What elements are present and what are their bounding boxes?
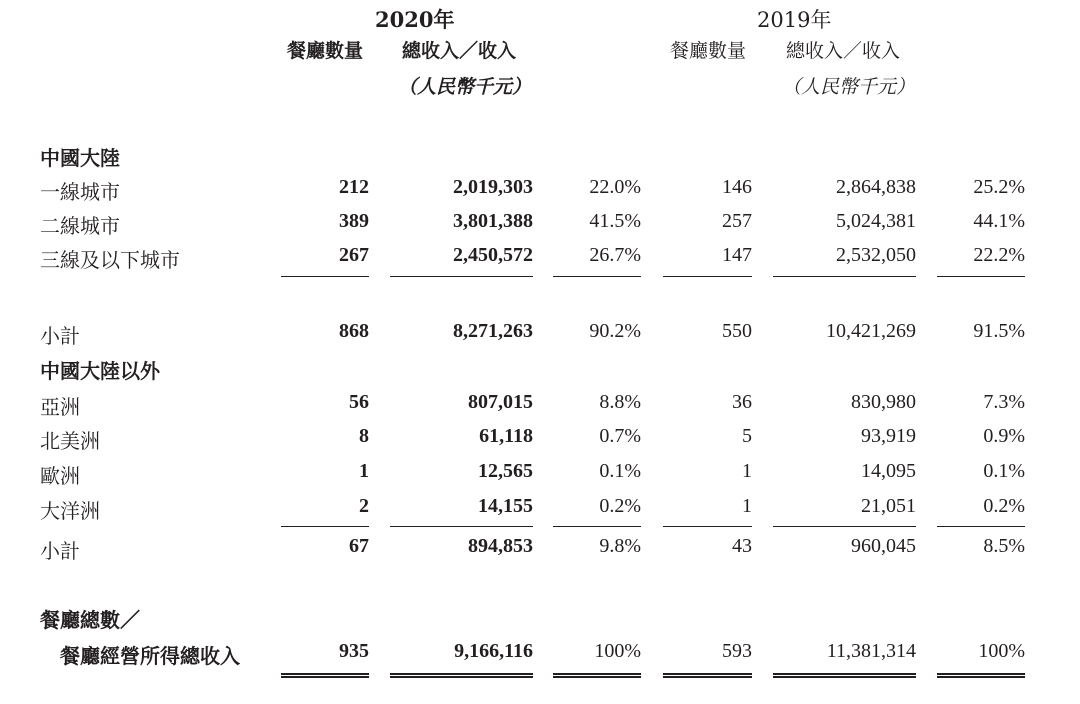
percent-2019: 100% (978, 640, 1025, 662)
row-label: 三線及以下城市 (40, 248, 180, 272)
rule (937, 526, 1025, 527)
rule (663, 526, 752, 527)
percent-2019: 8.5% (983, 535, 1025, 557)
total-label-row (0, 604, 1080, 634)
col-unit-2019: （人民幣千元） (782, 76, 916, 98)
rule (390, 526, 533, 527)
percent-2019: 44.1% (973, 210, 1025, 232)
revenue-2019: 10,421,269 (826, 320, 916, 342)
double-rule (390, 673, 533, 678)
percent-2020: 0.2% (599, 495, 641, 517)
restaurants-2020: 935 (339, 640, 369, 662)
revenue-2019: 11,381,314 (826, 640, 916, 662)
row-label: 小計 (40, 539, 80, 563)
rule (773, 276, 916, 277)
revenue-2020: 2,019,303 (453, 176, 533, 198)
rule (663, 276, 752, 277)
restaurants-2020: 56 (349, 391, 369, 413)
revenue-2020: 9,166,116 (454, 640, 533, 662)
restaurants-2020: 8 (359, 425, 369, 447)
restaurants-2019: 1 (742, 495, 752, 517)
restaurants-2019: 146 (722, 176, 752, 198)
percent-2020: 100% (594, 640, 641, 662)
revenue-2020: 807,015 (468, 391, 533, 413)
revenue-2019: 93,919 (861, 425, 916, 447)
percent-2020: 41.5% (589, 210, 641, 232)
rule (390, 276, 533, 277)
restaurants-2020: 67 (349, 535, 369, 557)
total-label-line2: 餐廳經營所得總收入 (60, 644, 240, 668)
restaurants-2019: 43 (732, 535, 752, 557)
double-rule (773, 673, 916, 678)
restaurants-2019: 550 (722, 320, 752, 342)
section-title: 中國大陸 (40, 146, 120, 170)
year-2019-heading: 2019年 (757, 8, 832, 32)
row-label: 北美洲 (40, 429, 100, 453)
revenue-2019: 21,051 (861, 495, 916, 517)
revenue-2020: 12,565 (478, 460, 533, 482)
restaurants-2020: 2 (359, 495, 369, 517)
subtotal-row-mainland (0, 320, 1080, 350)
percent-2020: 90.2% (589, 320, 641, 342)
table-row (0, 244, 1080, 274)
year-2020-heading: 2020年 (375, 7, 455, 32)
percent-2019: 25.2% (973, 176, 1025, 198)
restaurants-2020: 1 (359, 460, 369, 482)
table-row (0, 425, 1080, 455)
revenue-2020: 3,801,388 (453, 210, 533, 232)
double-rule (553, 673, 641, 678)
percent-2020: 9.8% (599, 535, 641, 557)
restaurants-2019: 147 (722, 244, 752, 266)
restaurants-2019: 593 (722, 640, 752, 662)
col-restaurants-2020: 餐廳數量 (287, 40, 364, 62)
row-label: 歐洲 (40, 464, 80, 488)
revenue-2019: 830,980 (851, 391, 916, 413)
section-title: 中國大陸以外 (40, 359, 160, 383)
restaurants-2020: 267 (339, 244, 369, 266)
table-row (0, 495, 1080, 525)
row-label: 大洋洲 (40, 499, 100, 523)
rule (937, 276, 1025, 277)
total-label-line1: 餐廳總數／ (40, 608, 140, 632)
restaurants-2020: 389 (339, 210, 369, 232)
row-label: 一線城市 (40, 180, 120, 204)
percent-2019: 7.3% (983, 391, 1025, 413)
rule (553, 526, 641, 527)
rule (281, 276, 369, 277)
col-restaurants-2019: 餐廳數量 (670, 40, 747, 62)
percent-2019: 0.9% (983, 425, 1025, 447)
revenue-2019: 5,024,381 (836, 210, 916, 232)
subtotal-row-overseas (0, 535, 1080, 565)
double-rule (281, 673, 369, 678)
restaurants-2019: 36 (732, 391, 752, 413)
restaurants-2020: 212 (339, 176, 369, 198)
revenue-2019: 2,532,050 (836, 244, 916, 266)
restaurants-2019: 5 (742, 425, 752, 447)
percent-2019: 0.2% (983, 495, 1025, 517)
percent-2020: 26.7% (589, 244, 641, 266)
section-heading-mainland (0, 142, 1080, 172)
revenue-2020: 61,118 (479, 425, 533, 447)
row-label: 亞洲 (40, 395, 80, 419)
percent-2019: 22.2% (973, 244, 1025, 266)
percent-2020: 0.1% (599, 460, 641, 482)
rule (281, 526, 369, 527)
col-unit-2020: （人民幣千元） (398, 76, 532, 98)
double-rule (937, 673, 1025, 678)
revenue-2019: 14,095 (861, 460, 916, 482)
section-heading-overseas (0, 355, 1080, 385)
revenue-2020: 14,155 (478, 495, 533, 517)
table-row (0, 460, 1080, 490)
rule (553, 276, 641, 277)
table-row (0, 210, 1080, 240)
restaurants-2019: 257 (722, 210, 752, 232)
total-row (0, 640, 1080, 670)
revenue-2020: 894,853 (468, 535, 533, 557)
revenue-2020: 8,271,263 (453, 320, 533, 342)
restaurants-2020: 868 (339, 320, 369, 342)
row-label: 小計 (40, 324, 80, 348)
revenue-2020: 2,450,572 (453, 244, 533, 266)
percent-2020: 0.7% (599, 425, 641, 447)
revenue-2019: 960,045 (851, 535, 916, 557)
col-revenue-2019: 總收入／收入 (786, 40, 901, 62)
restaurants-2019: 1 (742, 460, 752, 482)
percent-2019: 0.1% (983, 460, 1025, 482)
percent-2020: 22.0% (589, 176, 641, 198)
table-row (0, 391, 1080, 421)
percent-2019: 91.5% (973, 320, 1025, 342)
col-revenue-2020: 總收入／收入 (402, 40, 517, 62)
row-label: 二線城市 (40, 214, 120, 238)
percent-2020: 8.8% (599, 391, 641, 413)
rule (773, 526, 916, 527)
double-rule (663, 673, 752, 678)
revenue-2019: 2,864,838 (836, 176, 916, 198)
table-row (0, 176, 1080, 206)
